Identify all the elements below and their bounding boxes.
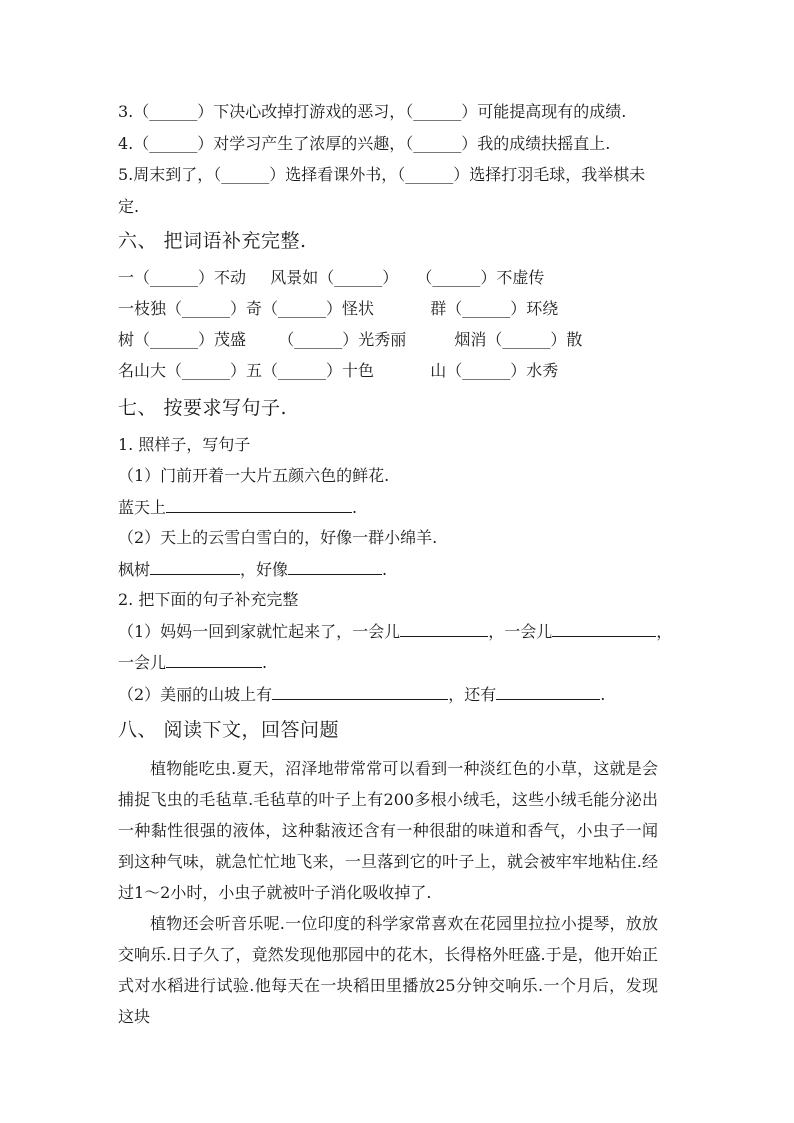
reading-paragraph-1: 植物能吃虫.夏天，沼泽地带常常可以看到一种淡红色的小草，这就是会捕捉飞虫的毛毡草.毛毡草的叶子上有200多根小绒毛，这些小绒毛能分泌出一种黏性很强的液体，这种黏液还含有一种很甜的味道和香气，小虫子一闻到这种气味，就急忙忙地飞来，一旦落到它的叶子上，就会被牢牢地粘住.经过1～2小时，小虫子就被叶子消化吸收掉了. (118, 759, 658, 902)
section-8-heading: 八、 阅读下文，回答问题 (118, 719, 340, 741)
idiom-row-4 (118, 361, 558, 381)
idiom-row-3 (118, 330, 582, 350)
example-sentence-1: （1）门前开着一大片五颜六色的鲜花. (118, 466, 390, 485)
answer-blank[interactable] (288, 559, 382, 575)
idiom-8: 烟消（______）散 (454, 330, 583, 349)
question-3: 3.（______）下决心改掉打游戏的恶习，（______）可能提高现有的成绩. (118, 102, 627, 121)
answer-blank[interactable] (272, 684, 376, 700)
question-4: 4.（______）对学习产生了浓厚的兴趣，（______）我的成绩扶摇直上. (118, 134, 611, 153)
answer-blank[interactable] (166, 497, 352, 513)
answer-blank[interactable] (400, 621, 488, 637)
idiom-2: 风景如（______） (270, 268, 399, 287)
idiom-4: 一枝独（______）奇（______）怪状 (118, 299, 375, 318)
idiom-row-1 (118, 268, 544, 288)
answer-line-1: 蓝天上 . (118, 498, 358, 517)
section-7-heading: 七、 按要求写句子. (118, 397, 288, 419)
answer-blank[interactable] (552, 621, 656, 637)
sub-question-1: 1. 照样子，写句子 (118, 435, 251, 454)
example-sentence-2: （2）天上的云雪白雪白的，好像一群小绵羊. (118, 528, 438, 547)
sub-question-2: 2. 把下面的句子补充完整 (118, 590, 299, 609)
answer-blank[interactable] (376, 684, 448, 700)
answer-blank[interactable] (496, 684, 600, 700)
idiom-row-2 (118, 299, 558, 319)
reading-paragraph-2: 植物还会听音乐呢.一位印度的科学家常喜欢在花园里拉拉小提琴，放放交响乐.日子久了，竟然发现他那园中的花木，长得格外旺盛.于是，他开始正式对水稻进行试验.他每天在一块稻田里播放25分钟交响乐.一个月后，发现这块 (118, 914, 658, 1026)
question-5-line-1: 5.周末到了，（______）选择看课外书，（______）选择打羽毛球，我举棋未 (118, 165, 646, 184)
complete-sentence-1: （1）妈妈一回到家就忙起来了，一会儿 ，一会儿 ， (118, 622, 673, 641)
complete-sentence-2: （2）美丽的山坡上有 ，还有 . (118, 685, 606, 704)
question-5-line-2: 定. (118, 197, 140, 216)
section-6-heading: 六、 把词语补充完整. (118, 230, 307, 252)
answer-blank[interactable] (166, 652, 262, 668)
idiom-3: （______）不虚传 (416, 268, 545, 287)
idiom-5: 群（______）环绕 (430, 299, 559, 318)
idiom-6: 树（______）茂盛 (118, 330, 247, 349)
idiom-10: 山（______）水秀 (430, 361, 559, 380)
idiom-1: 一（______）不动 (118, 268, 247, 287)
idiom-7: （______）光秀丽 (278, 330, 407, 349)
answer-blank[interactable] (150, 559, 240, 575)
answer-line-2: 枫树 ，好像 . (118, 560, 388, 579)
idiom-9: 名山大（______）五（______）十色 (118, 361, 375, 380)
complete-sentence-1-line-2: 一会儿 . (118, 653, 268, 672)
